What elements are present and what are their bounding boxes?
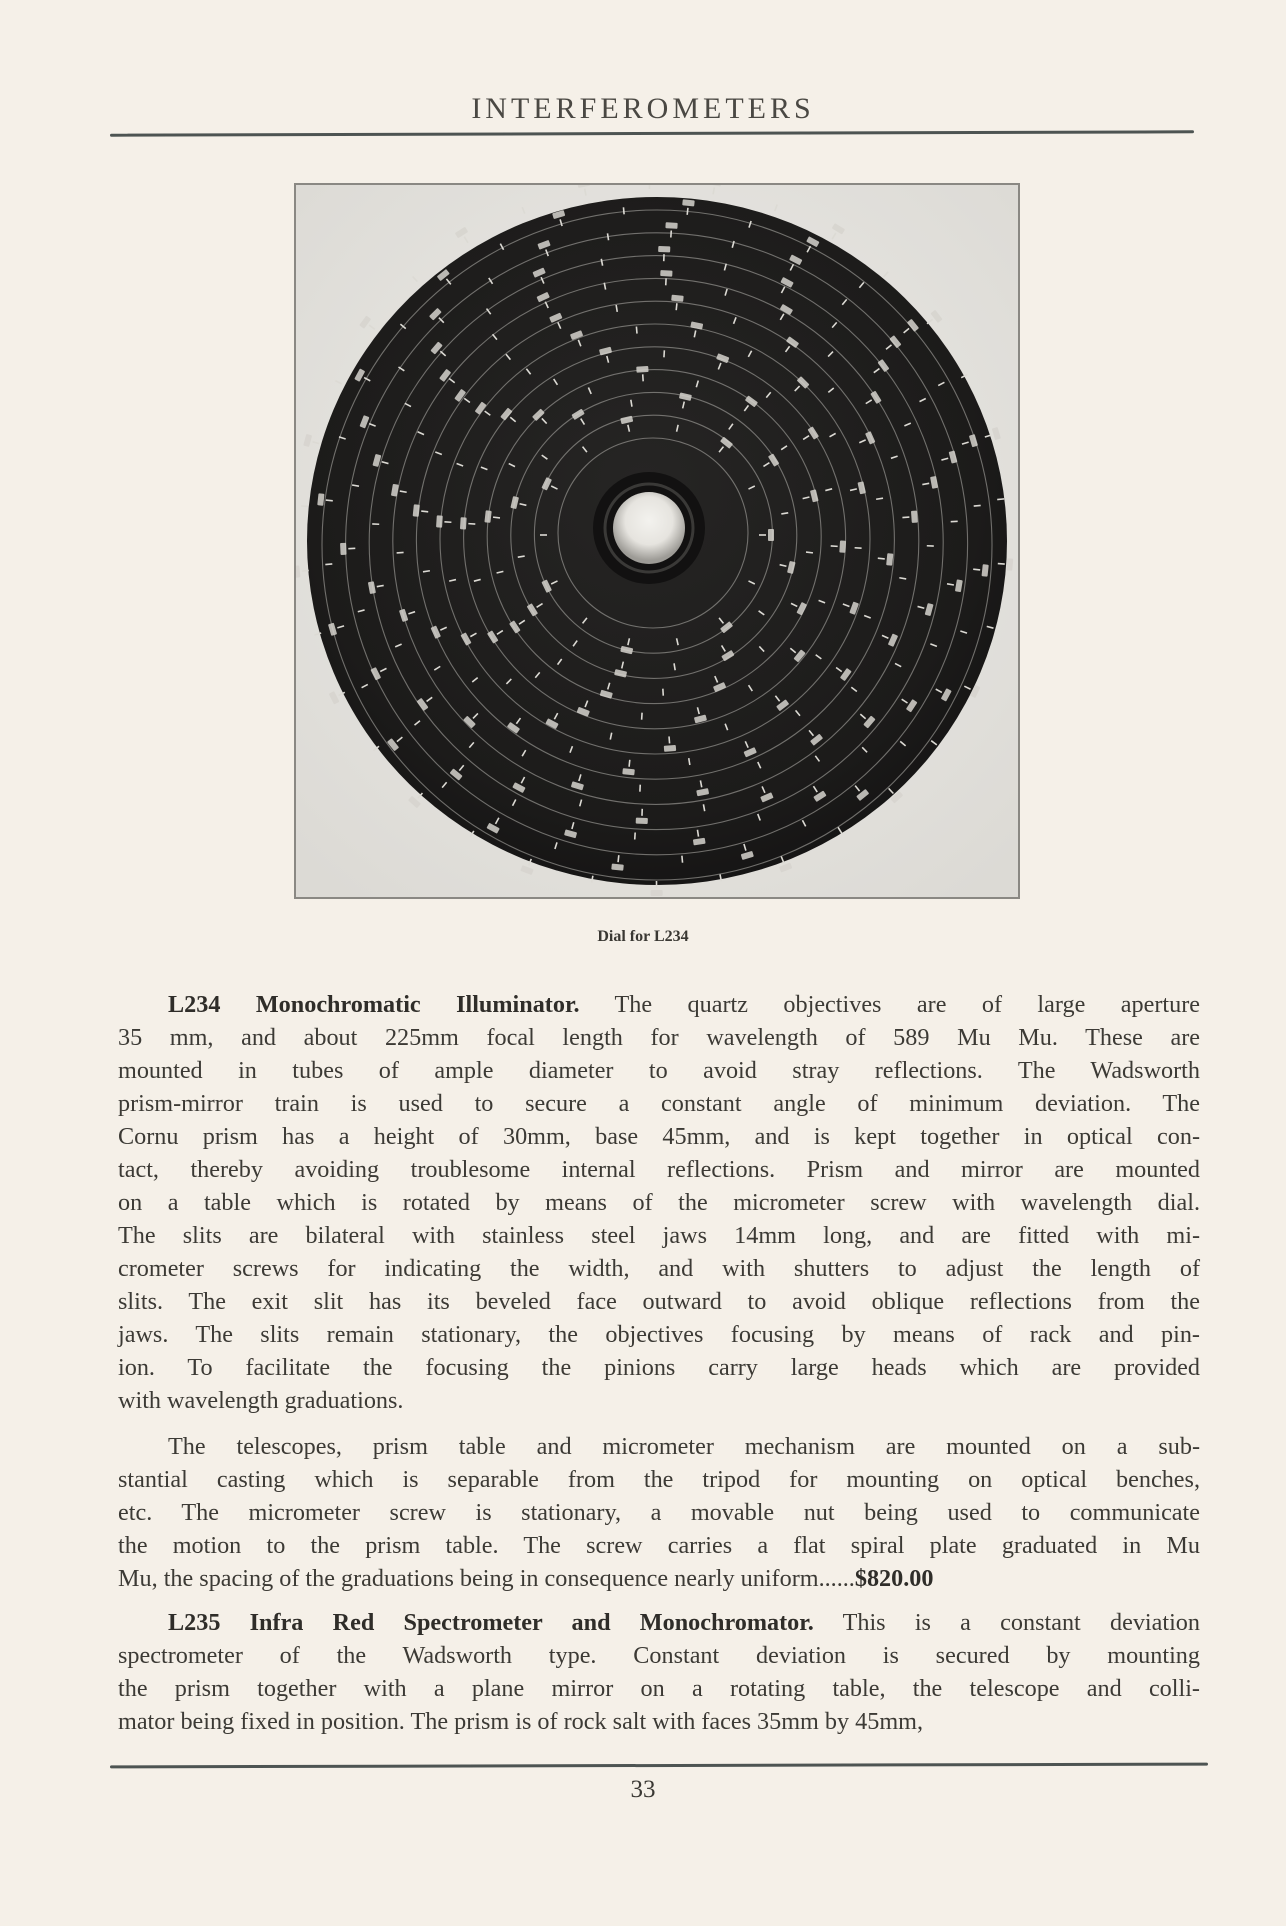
line-text: jaws. The slits remain stationary, the objectives focusing by means of rack and pin- (118, 1321, 1200, 1348)
dial-image (296, 185, 1018, 897)
line-text: The quartz objectives are of large aperture (579, 991, 1200, 1018)
header-rule (110, 130, 1194, 136)
figure-caption: Dial for L234 (597, 928, 689, 945)
text-line (118, 988, 1200, 1021)
line-text: spectrometer of the Wadsworth type. Constant deviation is secured by mounting (118, 1642, 1200, 1669)
item-heading: L235 Infra Red Spectrometer and Monochromator. (168, 1609, 814, 1636)
center-hole (613, 492, 685, 564)
text-line (118, 1087, 1200, 1120)
line-text: Mu, the spacing of the graduations being in consequence nearly uniform...... (118, 1565, 855, 1592)
line-text: Cornu prism has a height of 30mm, base 45mm, and is kept together in optical con- (118, 1123, 1200, 1150)
text-line (118, 1021, 1200, 1054)
line-text: ion. To facilitate the focusing the pinions carry large heads which are provided (118, 1354, 1200, 1381)
footer-rule (110, 1763, 1208, 1769)
line-text: etc. The micrometer screw is stationary, a movable nut being used to communicate (118, 1499, 1200, 1526)
line-text: 35 mm, and about 225mm focal length for wavelength of 589 Mu Mu. These are (118, 1024, 1200, 1051)
line-text: the motion to the prism table. The screw carries a flat spiral plate graduated in Mu (118, 1532, 1200, 1559)
page-number: 33 (630, 1776, 656, 1803)
text-line (118, 1705, 1200, 1738)
line-text: with wavelength graduations. (118, 1387, 404, 1414)
text-line (118, 1219, 1200, 1252)
line-text: mounted in tubes of ample diameter to avoid stray reflections. The Wadsworth (118, 1057, 1200, 1084)
graduation-mark (927, 545, 934, 547)
text-line (118, 1120, 1200, 1153)
text-line (118, 1186, 1200, 1219)
paragraph-l234 (118, 988, 1200, 1417)
graduation-mark (372, 523, 379, 525)
graduation-mark (540, 534, 547, 536)
graduation-mark (951, 521, 958, 523)
paragraph-mechanism (118, 1430, 1200, 1595)
text-line (118, 1529, 1200, 1562)
line-text: The slits are bilateral with stainless steel jaws 14mm long, and are fitted with mi- (118, 1222, 1200, 1249)
text-line (118, 1318, 1200, 1351)
text-line (118, 1285, 1200, 1318)
text-line (118, 1672, 1200, 1705)
paragraph-l235 (118, 1606, 1200, 1738)
dial-photograph (294, 183, 1020, 899)
line-text: The telescopes, prism table and micrometer mechanism are mounted on a sub- (168, 1433, 1200, 1460)
price: $820.00 (854, 1565, 934, 1592)
line-text: crometer screws for indicating the width, and with shutters to adjust the length of (118, 1255, 1200, 1282)
text-line (118, 1606, 1200, 1639)
line-text: slits. The exit slit has its beveled face outward to avoid oblique reflections from the (118, 1288, 1200, 1315)
line-text: This is a constant deviation (813, 1609, 1200, 1636)
graduation-mark (649, 185, 651, 189)
line-text: stantial casting which is separable from the tripod for mounting on optical benches, (118, 1466, 1200, 1493)
running-head: INTERFEROMETERS (471, 92, 815, 125)
text-line (118, 1153, 1200, 1186)
text-line (118, 1496, 1200, 1529)
text-line (118, 1054, 1200, 1087)
line-text: tact, thereby avoiding troublesome internal reflections. Prism and mirror are mounted (118, 1156, 1200, 1183)
text-line (118, 1430, 1200, 1463)
text-line (118, 1639, 1200, 1672)
text-line (118, 1351, 1200, 1384)
text-line (118, 1252, 1200, 1285)
item-heading: L234 Monochromatic Illuminator. (168, 991, 580, 1018)
line-text: the prism together with a plane mirror on a rotating table, the telescope and colli- (118, 1675, 1200, 1702)
text-line (118, 1463, 1200, 1496)
text-line (118, 1562, 1200, 1595)
line-text: on a table which is rotated by means of the micrometer screw with wavelength dial. (118, 1189, 1200, 1216)
line-text: prism-mirror train is used to secure a constant angle of minimum deviation. The (118, 1090, 1200, 1117)
text-line (118, 1384, 1200, 1417)
line-text: mator being fixed in position. The prism is of rock salt with faces 35mm by 45mm, (118, 1708, 924, 1735)
